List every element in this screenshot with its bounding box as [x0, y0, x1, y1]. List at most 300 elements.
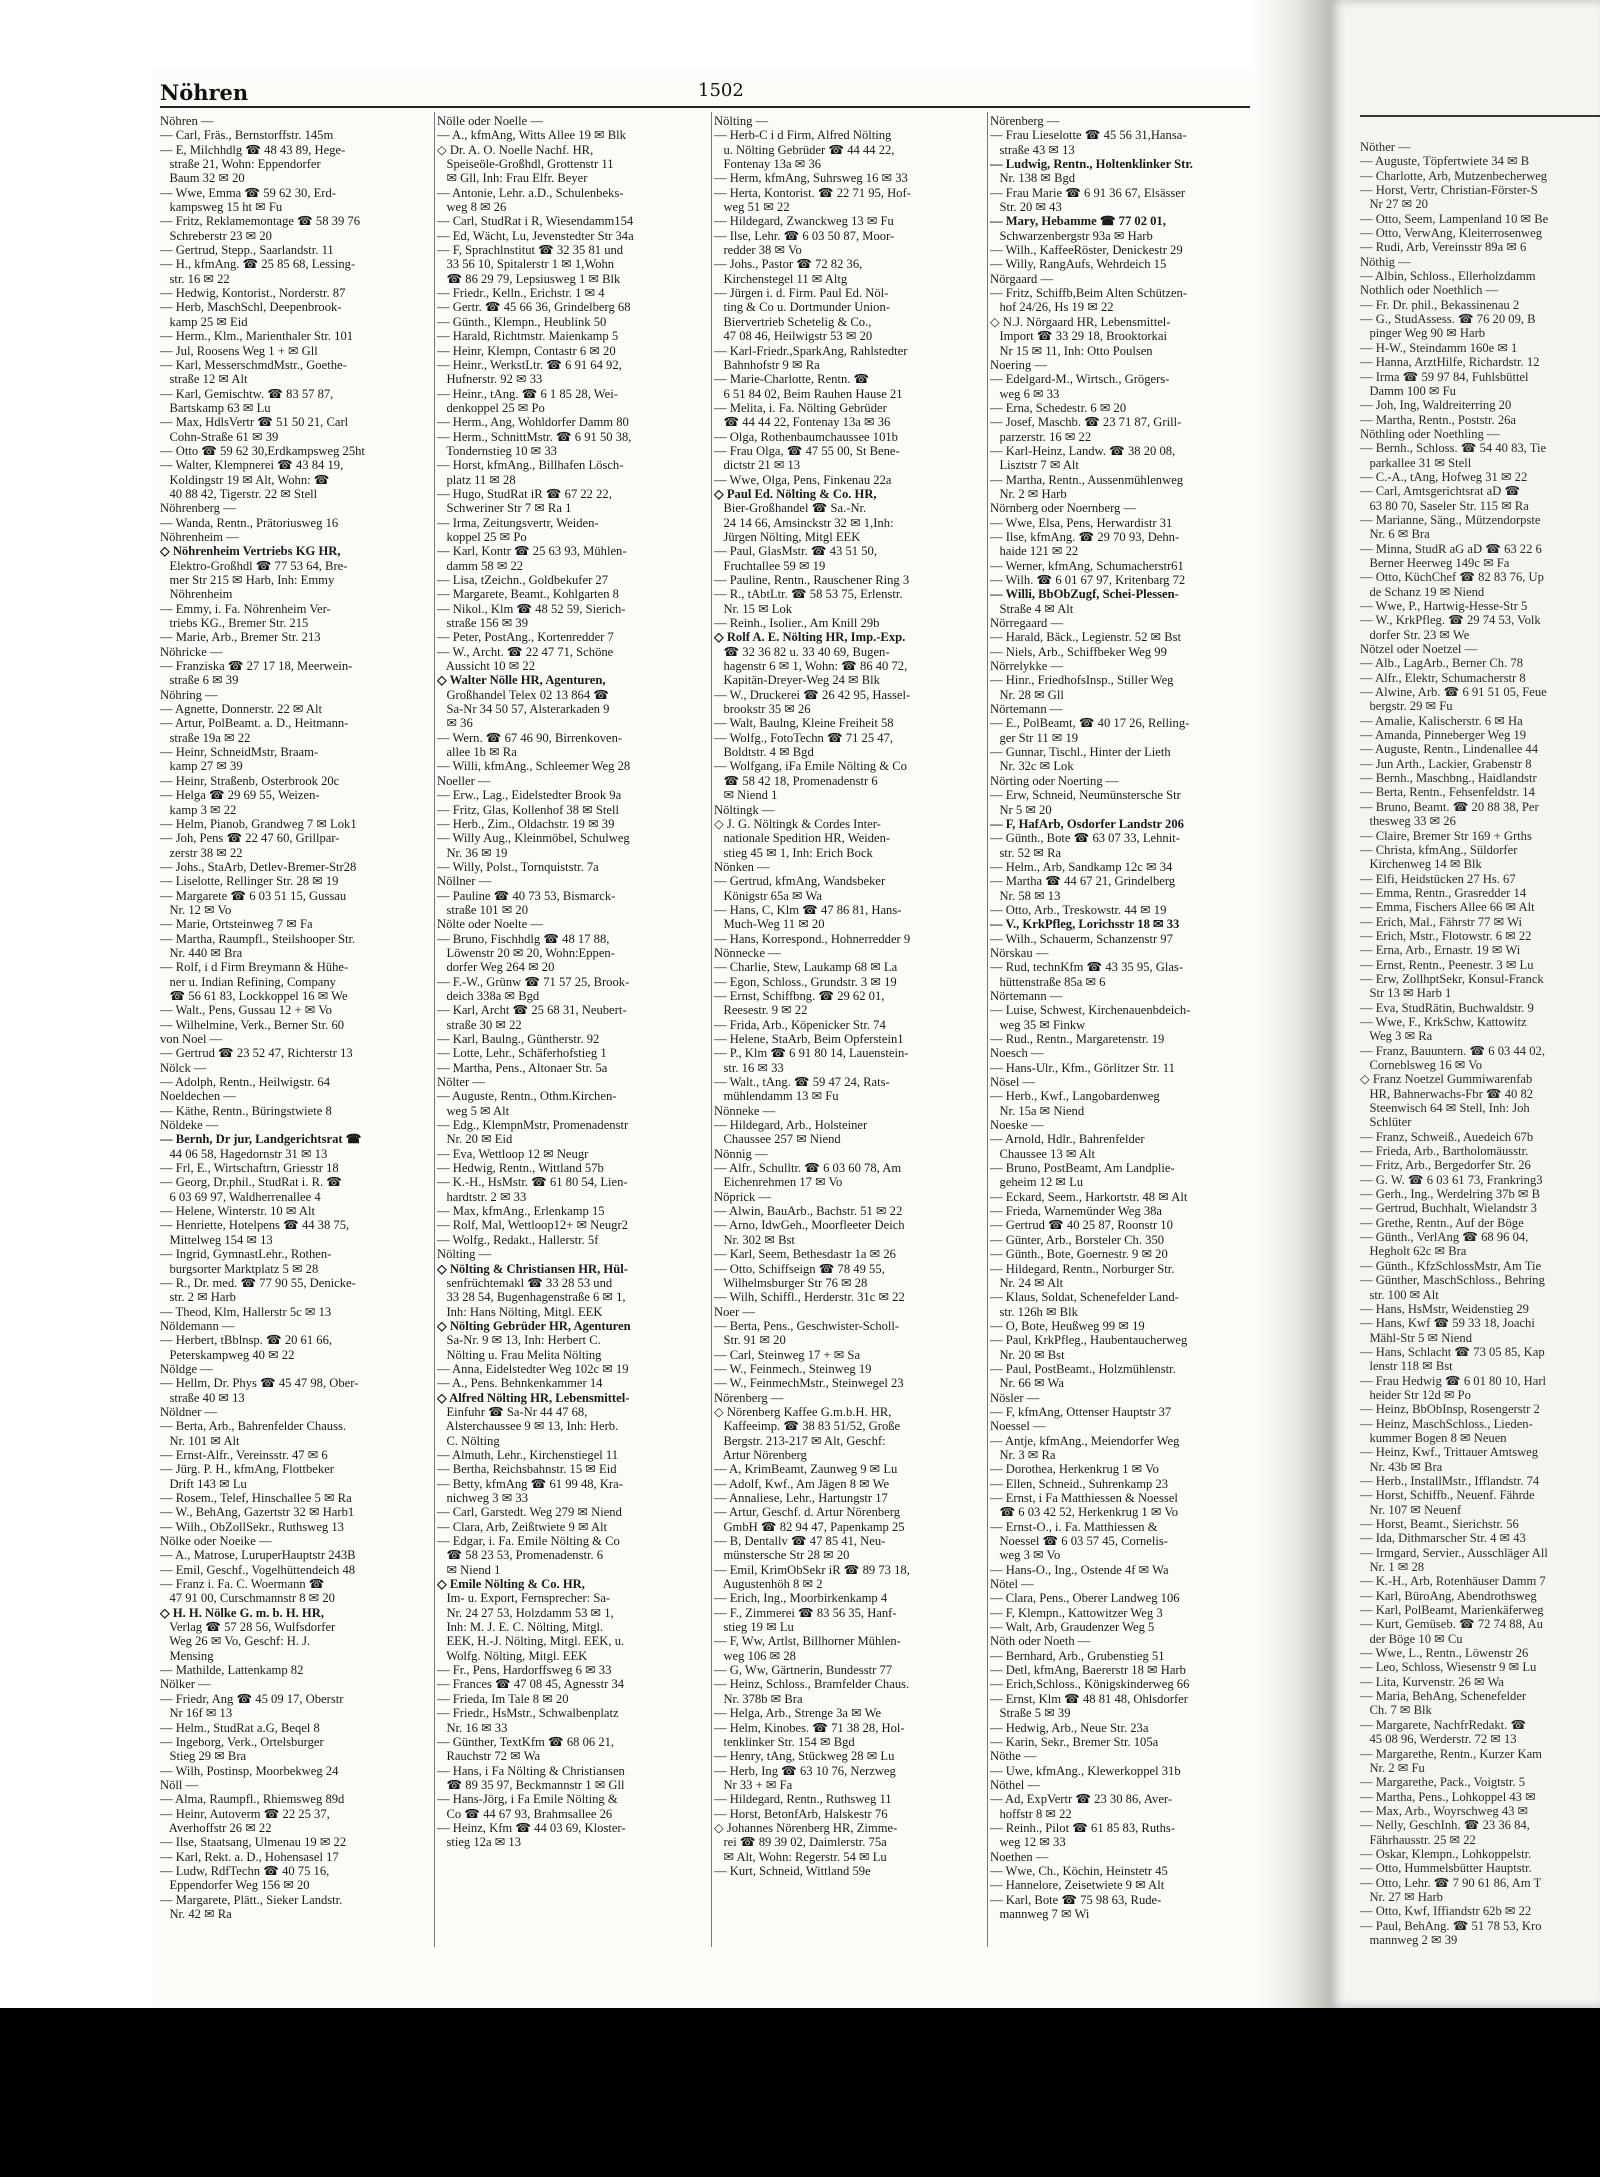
column-4: [990, 114, 1264, 1921]
directory-entry: — Hanna, ArztHilfe, Richardstr. 12: [1360, 355, 1540, 370]
directory-entry: — Carl, Fräs., Bernstorffstr. 145m: [160, 128, 334, 143]
directory-entry: — V., KrkPfleg, Lorichsstr 18 ✉ 33: [990, 917, 1180, 932]
directory-entry: — Ed, Wächt, Lu, Jevenstedter Str 34a: [437, 228, 634, 243]
directory-entry: Nöthig —: [1360, 254, 1411, 269]
directory-entry: hüttenstraße 85a ✉ 6: [990, 974, 1106, 989]
directory-entry: u. Nölting Gebrüder ☎ 44 44 22,: [714, 142, 895, 157]
directory-entry: Nöhren —: [160, 114, 214, 128]
directory-entry: Noesch —: [990, 1046, 1044, 1061]
directory-entry: — Uwe, kfmAng., Klewerkoppel 31b: [990, 1763, 1181, 1778]
directory-entry: Nölle oder Noelle —: [437, 114, 543, 128]
directory-entry: ☎ 58 42 18, Promenadenstr 6: [714, 773, 878, 788]
directory-entry: — Heinr., WerkstLtr. ☎ 6 91 64 92,: [437, 357, 622, 372]
directory-entry: — Hans, i Fa Nölting & Christiansen: [437, 1763, 625, 1778]
directory-entry: — Heinr, SchneidMstr, Braam-: [160, 745, 319, 760]
directory-entry: — Gertrud ☎ 23 52 47, Richterstr 13: [160, 1046, 353, 1061]
directory-entry: — Ludw, RdfTechn ☎ 40 75 16,: [160, 1863, 330, 1878]
directory-entry: — Heinr, Klempn, Contastr 6 ✉ 20: [437, 343, 616, 358]
directory-entry: ◇ Nölting & Christiansen HR, Hül-: [437, 1261, 628, 1276]
directory-entry: — Alfr., Schulltr. ☎ 6 03 60 78, Am: [714, 1161, 902, 1176]
directory-entry: — Lotte, Lehr., Schäferhofstieg 1: [437, 1046, 607, 1061]
directory-entry: — Hugo, StudRat iR ☎ 67 22 22,: [437, 486, 612, 501]
directory-entry: Nöll —: [160, 1777, 199, 1792]
directory-entry: — G., StudAssess. ☎ 76 20 09, B: [1360, 312, 1536, 327]
directory-entry: — Carl, Steinweg 17 + ✉ Sa: [714, 1347, 861, 1362]
directory-entry: — Karl, Gemischtw. ☎ 83 57 87,: [160, 386, 334, 401]
directory-entry: — Emil, KrimObSekr iR ☎ 89 73 18,: [714, 1562, 910, 1577]
directory-entry: Nr. 15 ✉ Lok: [714, 601, 793, 616]
directory-entry: — Helga ☎ 29 69 55, Weizen-: [160, 788, 320, 803]
directory-entry: Nölck —: [160, 1060, 207, 1075]
directory-entry: Elektro-Großhdl ☎ 77 53 64, Bre-: [160, 558, 348, 573]
directory-entry: — Kurt, Gemüseb. ☎ 72 74 88, Au: [1360, 1617, 1543, 1632]
directory-entry: hagenstr 6 ✉ 1, Wohn: ☎ 86 40 72,: [714, 659, 908, 674]
directory-entry: 33 28 54, Bugenhagenstraße 6 ✉ 1,: [437, 1290, 626, 1305]
directory-entry: Steenwisch 64 ✉ Stell, Inh: Joh: [1360, 1101, 1530, 1116]
directory-entry: Nr. 302 ✉ Bst: [714, 1232, 795, 1247]
directory-entry: — Emma, Fischers Allee 66 ✉ Alt: [1360, 900, 1535, 915]
directory-entry: — Walt, Baulng, Kleine Freiheit 58: [714, 716, 894, 731]
directory-entry: ☎ 86 29 79, Lepsiusweg 1 ✉ Blk: [437, 271, 621, 286]
directory-entry: stieg 45 ✉ 1, Inh: Erich Bock: [714, 845, 873, 860]
directory-entry: ger Str 11 ✉ 19: [990, 730, 1079, 745]
directory-entry: str. 52 ✉ Ra: [990, 845, 1062, 860]
directory-entry: — Otto, Arb., Treskowstr. 44 ✉ 19: [990, 902, 1167, 917]
directory-entry: — Karl, Rekt. a. D., Hohensasel 17: [160, 1849, 339, 1864]
directory-entry: — Kurt, Schneid, Wittland 59e: [714, 1863, 871, 1878]
directory-entry: — Margarethe, Rentn., Kurzer Kam: [1360, 1746, 1542, 1761]
directory-entry: — Margarete, Plätt., Sieker Landstr.: [160, 1892, 343, 1907]
directory-entry: — Wwe, F., KrkSchw, Kattowitz: [1360, 1014, 1527, 1029]
directory-entry: — Jul, Roosens Weg 1 + ✉ Gll: [160, 343, 318, 358]
directory-entry: — Ad, ExpVertr ☎ 23 30 86, Aver-: [990, 1792, 1173, 1807]
directory-entry: Großhandel Telex 02 13 864 ☎: [437, 687, 609, 702]
directory-entry: ◇ Johannes Nörenberg HR, Zimme-: [714, 1820, 898, 1835]
directory-entry: — Harald, Bäck., Legienstr. 52 ✉ Bst: [990, 630, 1182, 645]
directory-entry: — Heinz, MaschSchloss., Lieden-: [1360, 1416, 1533, 1431]
directory-entry: Noeller —: [437, 773, 491, 788]
directory-entry: — Lisa, tZeichn., Goldbekufer 27: [437, 573, 609, 587]
directory-entry: Fontenay 13a ✉ 36: [714, 157, 822, 172]
directory-entry: — G. W. ☎ 6 03 61 73, Frankring3: [1360, 1172, 1543, 1187]
directory-entry: — Otto, Hummelsbütter Hauptstr.: [1360, 1861, 1532, 1876]
directory-entry: Nr. 138 ✉ Bgd: [990, 171, 1076, 186]
directory-entry: — Auguste, Rentn., Othm.Kirchen-: [437, 1089, 617, 1104]
directory-entry: — Karl, MesserschmdMstr., Goethe-: [160, 357, 347, 372]
directory-entry: — Eva, StudRätin, Buchwaldstr. 9: [1360, 1000, 1534, 1015]
directory-entry: dictstr 21 ✉ 13: [714, 458, 801, 473]
directory-entry: — Willy Aug., Kleinmöbel, Schulweg: [437, 831, 630, 846]
directory-entry: — W., KrkPfleg. ☎ 29 74 53, Volk: [1360, 613, 1541, 628]
directory-entry: — Artur, PolBeamt. a. D., Heitmann-: [160, 716, 349, 731]
directory-entry: weg 12 ✉ 33: [990, 1835, 1066, 1850]
directory-entry: nichweg 3 ✉ 33: [437, 1491, 528, 1505]
directory-entry: Nr 16f ✉ 13: [160, 1706, 233, 1721]
directory-entry: — Frl, E., Wirtschaftrn, Griesstr 18: [160, 1161, 339, 1176]
directory-entry: — Jun Arth., Lackier, Grabenstr 8: [1360, 756, 1532, 771]
directory-entry: Schweriner Str 7 ✉ Ra 1: [437, 501, 572, 516]
directory-entry: Nönneke —: [714, 1103, 776, 1118]
directory-entry: Drift 143 ✉ Lu: [160, 1476, 247, 1491]
directory-entry: Nölke oder Noeike —: [160, 1534, 272, 1549]
directory-entry: Nr. 66 ✉ Wa: [990, 1376, 1065, 1391]
directory-entry: Nr. 36 ✉ 19: [437, 845, 508, 860]
directory-entry: — Horst, Beamt., Sierichstr. 56: [1360, 1517, 1519, 1531]
directory-entry: Chaussee 257 ✉ Niend: [714, 1132, 841, 1147]
directory-entry: — Herm, kfmAng, Suhrsweg 16 ✉ 33: [714, 171, 908, 186]
directory-entry: Rauchstr 72 ✉ Wa: [437, 1749, 541, 1764]
directory-entry: — Wwe, Elsa, Pens, Herwardistr 31: [990, 515, 1173, 530]
directory-entry: Noering —: [990, 357, 1048, 372]
directory-entry: — Anna, Eidelstedter Weg 102c ✉ 19: [437, 1361, 629, 1376]
directory-entry: — Otto ☎ 59 62 30,Erdkampsweg 25ht: [160, 443, 365, 458]
directory-entry: — Liselotte, Rellinger Str. 28 ✉ 19: [160, 874, 339, 889]
directory-entry: — Max, HdlsVertr ☎ 51 50 21, Carl: [160, 415, 349, 430]
directory-entry: — E, Milchhdlg ☎ 48 43 89, Hege-: [160, 142, 346, 157]
directory-entry: ◇ Rolf A. E. Nölting HR, Imp.-Exp.: [714, 630, 906, 645]
directory-entry: Nr. 2 ✉ Harb: [990, 486, 1067, 501]
directory-entry: Lisztstr 7 ✉ Alt: [990, 458, 1079, 473]
directory-entry: Löwenstr 20 ✉ 20, Wohn:Eppen-: [437, 945, 615, 960]
directory-entry: — Charlotte, Arb, Mutzenbecherweg: [1360, 168, 1548, 183]
directory-entry: — Ernst-Alfr., Vereinsstr. 47 ✉ 6: [160, 1447, 328, 1462]
directory-entry: — Carl, Amtsgerichtsrat aD ☎: [1360, 484, 1521, 499]
directory-entry: — Henry, tAng, Stückweg 28 ✉ Lu: [714, 1749, 895, 1764]
directory-entry: — Joh, Ing, Waldreiterring 20: [1360, 398, 1512, 413]
directory-entry: — Hedwig, Arb., Neue Str. 23a: [990, 1720, 1149, 1735]
directory-entry: hardtstr. 2 ✉ 33: [437, 1189, 527, 1204]
directory-entry: — Martha, Pens., Altonaer Str. 5a: [437, 1060, 608, 1075]
directory-entry: — Martha, Rentn., Aussenmühlenweg: [990, 472, 1184, 487]
directory-entry: 6 51 84 02, Beim Rauhen Hause 21: [714, 386, 903, 401]
directory-entry: — Willy, Polst., Tornquiststr. 7a: [437, 859, 599, 874]
directory-entry: Kirchenweg 14 ✉ Blk: [1360, 857, 1482, 872]
directory-entry: — Wolfgang, iFa Emile Nölting & Co: [714, 759, 907, 774]
directory-entry: Nr 27 ✉ 20: [1360, 197, 1428, 212]
directory-entry: ☎ 58 23 53, Promenadenstr. 6: [437, 1548, 604, 1563]
directory-entry: weg 6 ✉ 33: [990, 386, 1060, 401]
directory-entry: — Rolf, i d Firm Breymann & Hühe-: [160, 960, 349, 975]
directory-entry: Reesestr. 9 ✉ 22: [714, 1003, 808, 1018]
directory-entry: — Niels, Arb., Schiffbeker Weg 99: [990, 644, 1167, 659]
directory-entry: lenstr 118 ✉ Bst: [1360, 1359, 1453, 1374]
directory-entry: kamp 25 ✉ Eid: [160, 314, 248, 329]
directory-entry: Nr. 1 ✉ 28: [1360, 1560, 1425, 1575]
directory-entry: — Heinr., tAng. ☎ 6 1 85 28, Wei-: [437, 386, 618, 401]
directory-entry: — Helm, Pianob, Grandweg 7 ✉ Lok1: [160, 816, 357, 831]
directory-entry: Nöthel —: [990, 1777, 1041, 1792]
directory-entry: de Schanz 19 ✉ Niend: [1360, 584, 1485, 599]
directory-entry: — Peter, PostAng., Kortenredder 7: [437, 630, 614, 645]
directory-entry: Corneblsweg 16 ✉ Vo: [1360, 1058, 1483, 1072]
directory-entry: Str. 20 ✉ 43: [990, 200, 1062, 215]
directory-entry: Speiseöle-Großhdl, Grottenstr 11: [437, 157, 614, 172]
directory-entry: — Herb., Zim., Oldachstr. 19 ✉ 39: [437, 816, 615, 831]
directory-entry: Str. 91 ✉ 20: [714, 1333, 786, 1348]
directory-entry: — Herm., SchnittMstr. ☎ 6 91 50 38,: [437, 429, 632, 444]
directory-entry: Bahnhofstr 9 ✉ Ra: [714, 357, 820, 372]
directory-entry: Nöhrenheim: [160, 587, 233, 602]
directory-entry: — Franz, Schweiß., Auedeich 67b: [1360, 1129, 1534, 1144]
directory-entry: Nöthling oder Noethling —: [1360, 426, 1500, 441]
directory-entry: — Auguste, Rentn., Lindenallee 44: [1360, 742, 1539, 757]
directory-entry: — Hans, Schlacht ☎ 73 05 85, Kap: [1360, 1344, 1545, 1359]
directory-entry: — Ellen, Schneid., Suhrenkamp 23: [990, 1476, 1169, 1491]
column-divider: [987, 112, 988, 1947]
directory-entry: — Theod, Klm, Hallerstr 5c ✉ 13: [160, 1304, 332, 1319]
directory-entry: — Auguste, Töpfertwiete 34 ✉ B: [1360, 154, 1530, 169]
directory-entry: Nöllner —: [437, 874, 492, 889]
directory-entry: — Gerh., Ing., Werdelring 37b ✉ B: [1360, 1187, 1540, 1202]
directory-entry: — Rosem., Telef, Hinschallee 5 ✉ Ra: [160, 1491, 352, 1505]
directory-entry: — Frances ☎ 47 08 45, Agnesstr 34: [437, 1677, 625, 1692]
directory-entry: — Horst, kfmAng., Billhafen Lösch-: [437, 458, 624, 473]
directory-entry: — Herb., Kwf., Langobardenweg: [990, 1089, 1160, 1104]
directory-entry: — Martha ☎ 44 67 21, Grindelberg: [990, 874, 1176, 889]
directory-entry: Nr. 27 ✉ Harb: [1360, 1889, 1443, 1904]
directory-entry: — Fr. Dr. phil., Bekassinenau 2: [1360, 297, 1520, 312]
directory-entry: — Melita, i. Fa. Nölting Gebrüder: [714, 400, 887, 415]
directory-entry: — Pauline, Rentn., Rauschener Ring 3: [714, 573, 910, 587]
directory-entry: ◇ Walter Nölle HR, Agenturen,: [437, 673, 606, 688]
directory-entry: — Josef, Maschb. ☎ 23 71 87, Grill-: [990, 415, 1182, 430]
directory-entry: Sa-Nr. 9 ✉ 13, Inh: Herbert C.: [437, 1333, 601, 1348]
directory-entry: — Adolph, Rentn., Heilwigstr. 64: [160, 1075, 331, 1090]
directory-entry: — Rud., Rentn., Margaretenstr. 19: [990, 1032, 1165, 1046]
directory-entry: — Otto, VerwAng, Kleiterrosenweg: [1360, 226, 1542, 241]
directory-entry: Nöhrenberg —: [160, 501, 236, 516]
directory-entry: Schwarzenbergstr 93a ✉ Harb: [990, 228, 1153, 243]
directory-entry: — Hans-Jörg, i Fa Emile Nölting &: [437, 1792, 618, 1807]
directory-entry: Weg 26 ✉ Vo, Geschf: H. J.: [160, 1634, 311, 1649]
directory-entry: — Martha, Rentn., Poststr. 26a: [1360, 412, 1517, 427]
directory-entry: — A., Matrose, LuruperHauptstr 243B: [160, 1548, 356, 1563]
directory-entry: — Arnold, Hdlr., Bahrenfelder: [990, 1132, 1145, 1147]
directory-entry: — Wwe, P., Hartwig-Hesse-Str 5: [1360, 599, 1528, 613]
directory-entry: — Margarete, Beamt., Kohlgarten 8: [437, 587, 619, 602]
directory-entry: — Hedwig, Kontorist., Norderstr. 87: [160, 286, 346, 301]
directory-entry: — Hans, Korrespond., Hohnerredder 9: [714, 931, 911, 946]
directory-entry: Nöhring —: [160, 687, 218, 702]
directory-entry: ✉ Gll, Inh: Frau Elfr. Beyer: [437, 171, 588, 186]
directory-entry: Nörregaard —: [990, 616, 1064, 631]
directory-entry: — Reinh., Pilot ☎ 61 85 83, Ruths-: [990, 1820, 1176, 1835]
directory-entry: — Marianne, Säng., Mützendorpste: [1360, 512, 1541, 527]
directory-entry: — W., Feinmech., Steinweg 19: [714, 1361, 872, 1376]
directory-entry: Nr. 58 ✉ 13: [990, 888, 1061, 903]
directory-entry: — Otto, Lehr. ☎ 7 90 61 86, Am T: [1360, 1875, 1542, 1890]
directory-entry: — Johs., StaArb, Detlev-Bremer-Str28: [160, 859, 357, 874]
directory-entry: — Werner, kfmAng, Schumacherstr61: [990, 558, 1184, 573]
directory-entry: weg 106 ✉ 28: [714, 1648, 796, 1663]
directory-entry: — Herb, MaschSchl, Deepenbrook-: [160, 300, 342, 315]
directory-entry: Nöltingk —: [714, 802, 775, 817]
directory-entry: — Albin, Schloss., Ellerholzdamm: [1360, 269, 1536, 284]
scan-background-bottom: [0, 2008, 1600, 2177]
directory-entry: — Arno, IdwGeh., Moorfleeter Deich: [714, 1218, 905, 1233]
directory-entry: — K.-H., Arb, Rotenhäuser Damm 7: [1360, 1574, 1546, 1589]
directory-entry: — Berta, Pens., Geschwister-Scholl-: [714, 1318, 900, 1333]
directory-entry: ✉ Niend 1: [437, 1562, 501, 1577]
directory-entry: kampsweg 15 ht ✉ Fu: [160, 200, 283, 215]
directory-entry: — Rolf, Mal, Wettloop12+ ✉ Neugr2: [437, 1218, 628, 1233]
directory-entry: weg 8 ✉ 26: [437, 200, 507, 215]
directory-entry: — R., tAbtLtr. ☎ 58 53 75, Erlenstr.: [714, 587, 903, 602]
directory-entry: Much-Weg 11 ✉ 20: [714, 917, 825, 932]
directory-entry: — Erna, Arb., Ernastr. 19 ✉ Wi: [1360, 943, 1521, 958]
directory-entry: — Detl, kfmAng, Baererstr 18 ✉ Harb: [990, 1663, 1186, 1678]
directory-entry: — Carl, Garstedt. Weg 279 ✉ Niend: [437, 1505, 622, 1520]
directory-entry: zerstr 38 ✉ 22: [160, 845, 243, 860]
directory-entry: Nr. 20 ✉ Eid: [437, 1132, 513, 1147]
directory-entry: Sa-Nr 34 50 57, Alsterarkaden 9: [437, 702, 610, 717]
directory-entry: Nöther —: [1360, 140, 1411, 154]
directory-entry: Schlüter: [1360, 1115, 1412, 1130]
directory-entry: straße 12 ✉ Alt: [160, 372, 248, 387]
directory-entry: ◇ Nöhrenheim Vertriebs KG HR,: [160, 544, 341, 559]
directory-entry: — Bernh., Maschbng., Haidlandstr: [1360, 771, 1537, 786]
directory-entry: Nösler —: [990, 1390, 1040, 1405]
directory-entry: — Wilh, Schiffl., Herderstr. 31c ✉ 22: [714, 1290, 905, 1305]
directory-entry: Nölting u. Frau Melita Nölting: [437, 1347, 602, 1362]
directory-entry: — Wwe, Emma ☎ 59 62 30, Erd-: [160, 185, 336, 200]
directory-entry: — Klaus, Soldat, Schenefelder Land-: [990, 1290, 1179, 1305]
directory-entry: — Jürg. P. H., kfmAng, Flottbeker: [160, 1462, 334, 1477]
directory-entry: — G, Ww, Gärtnerin, Bundesstr 77: [714, 1663, 893, 1678]
directory-entry: — Wwe, Olga, Pens, Finkenau 22a: [714, 472, 892, 487]
directory-entry: Nölker —: [160, 1677, 211, 1692]
directory-entry: Alsterchaussee 9 ✉ 13, Inh: Herb.: [437, 1419, 619, 1434]
column-divider: [434, 112, 435, 1947]
directory-entry: senfrüchtemakl ☎ 33 28 53 und: [437, 1275, 613, 1290]
directory-entry: — Artur, Geschf. d. Artur Nörenberg: [714, 1505, 901, 1520]
directory-entry: — F, Sprachlnstitut ☎ 32 35 81 und: [437, 243, 624, 258]
directory-entry: Nr. 42 ✉ Ra: [160, 1906, 232, 1921]
directory-entry: weg 35 ✉ Finkw: [990, 1017, 1086, 1032]
directory-entry: Nr. 101 ✉ Alt: [160, 1433, 240, 1448]
directory-entry: — Ida, Dithmarscher Str. 4 ✉ 43: [1360, 1531, 1526, 1546]
directory-entry: — Antonie, Lehr. a.D., Schulenbeks-: [437, 185, 624, 200]
directory-entry: Nr. 2 ✉ Fu: [1360, 1760, 1425, 1775]
directory-entry: Chaussee 13 ✉ Alt: [990, 1146, 1095, 1161]
directory-entry: — Hans, C, Klm ☎ 47 86 81, Hans-: [714, 902, 902, 917]
directory-entry: — F.-W., Grünw ☎ 71 57 25, Brook-: [437, 974, 630, 989]
directory-entry: — Claire, Bremer Str 169 + Grths: [1360, 828, 1532, 843]
directory-entry: Nr 33 + ✉ Fa: [714, 1777, 793, 1792]
directory-entry: Weg 3 ✉ Ra: [1360, 1029, 1433, 1044]
directory-entry: Nr. 16 ✉ 33: [437, 1720, 508, 1735]
directory-entry: kamp 27 ✉ 39: [160, 759, 243, 774]
directory-entry: straße 156 ✉ 39: [437, 616, 528, 631]
directory-entry: Boldtstr. 4 ✉ Bgd: [714, 745, 814, 760]
directory-entry: 33 56 10, Spitalerstr 1 ✉ 1,Wohn: [437, 257, 615, 272]
directory-entry: ☎ 89 35 97, Beckmannstr 1 ✉ Gll: [437, 1777, 625, 1792]
directory-entry: Inh: Hans Nölting, Mitgl. EEK: [437, 1304, 603, 1319]
directory-entry: dorfer Str. 23 ✉ We: [1360, 627, 1470, 642]
directory-entry: — F, Ww, Artlst, Billhorner Mühlen-: [714, 1634, 901, 1649]
column-3: [714, 114, 988, 1878]
directory-entry: — Frau Olga, ☎ 47 55 00, St Bene-: [714, 443, 900, 458]
directory-entry: weg 5 ✉ Alt: [437, 1103, 510, 1118]
directory-entry: Schreberstr 23 ✉ 20: [160, 228, 272, 243]
directory-entry: — Hildegard, Rentn., Ruthsweg 11: [714, 1792, 892, 1807]
directory-entry: Nölter —: [437, 1075, 485, 1090]
directory-entry: — Helm., Arb, Sandkamp 12c ✉ 34: [990, 859, 1173, 874]
directory-entry: — Erw, ZollhptSekr, Konsul-Franck: [1360, 971, 1544, 986]
directory-entry: Kaffeeimp. ☎ 38 83 51/52, Große: [714, 1419, 901, 1434]
directory-entry: Baum 32 ✉ 20: [160, 171, 245, 186]
page-number: 1502: [698, 80, 744, 101]
directory-entry: — Alfr., Elektr, Schumacherstr 8: [1360, 670, 1526, 685]
directory-entry: — Wolfg., Redakt., Hallerstr. 5f: [437, 1232, 599, 1247]
head-rule: [160, 106, 1250, 108]
directory-entry: Nörenberg —: [990, 114, 1060, 128]
directory-entry: ☎ 56 61 83, Lockkoppel 16 ✉ We: [160, 988, 348, 1003]
directory-entry: — Bernh., Schloss. ☎ 54 40 83, Tie: [1360, 441, 1547, 456]
directory-entry: — Heinz, BbObInsp, Rosengerstr 2: [1360, 1402, 1540, 1417]
directory-entry: — Henriette, Hotelpens ☎ 44 38 75,: [160, 1218, 350, 1233]
directory-entry: ◇ Emile Nölting & Co. HR,: [437, 1577, 585, 1592]
directory-entry: Nölting —: [714, 114, 769, 128]
directory-entry: — Bruno, PostBeamt, Am Landplie-: [990, 1161, 1175, 1176]
directory-entry: Ch. 7 ✉ Blk: [1360, 1703, 1432, 1718]
directory-entry: — Horst, BetonfArb, Halskestr 76: [714, 1806, 888, 1821]
directory-entry: — Oskar, Klempn., Lohkoppelstr.: [1360, 1846, 1532, 1861]
directory-entry: — W., BehAng, Gazertstr 32 ✉ Harb1: [160, 1505, 355, 1520]
column-divider: [711, 112, 712, 1947]
directory-entry: — Gertrud, Buchhalt, Wielandstr 3: [1360, 1201, 1537, 1216]
directory-entry: — Günter, Arb., Borsteler Ch. 350: [990, 1232, 1165, 1247]
directory-entry: — Paul, PostBeamt., Holzmühlenstr.: [990, 1361, 1176, 1376]
directory-entry: tenklinker Str. 154 ✉ Bgd: [714, 1734, 855, 1749]
directory-entry: — Marie, Arb., Bremer Str. 213: [160, 630, 321, 645]
directory-entry: Nr. 24 27 53, Holzdamm 53 ✉ 1,: [437, 1605, 614, 1620]
directory-entry: — Ingeborg, Verk., Ortelsburger: [160, 1734, 324, 1749]
directory-entry: haide 121 ✉ 22: [990, 544, 1079, 559]
directory-entry: Wilhelmsburger Str 76 ✉ 28: [714, 1275, 868, 1290]
directory-entry: hof 24/26, Hs 19 ✉ 22: [990, 300, 1114, 315]
directory-entry: — Johs., Pastor ☎ 72 82 36,: [714, 257, 863, 272]
directory-entry: von Noel —: [160, 1032, 223, 1046]
directory-entry: burgsorter Marktplatz 5 ✉ 28: [160, 1261, 319, 1276]
directory-entry: — Leo, Schloss, Wiesenstr 9 ✉ Lu: [1360, 1660, 1537, 1675]
directory-entry: — Karl, Kontr ☎ 25 63 93, Mühlen-: [437, 544, 627, 559]
directory-entry: — Wilh, Postinsp, Moorbekweg 24: [160, 1763, 339, 1778]
directory-entry: — O, Bote, Heußweg 99 ✉ 19: [990, 1318, 1145, 1333]
directory-entry: — Karl, PolBeamt, Marienkäferweg: [1360, 1603, 1544, 1618]
directory-entry: Nothlich oder Noethlich —: [1360, 283, 1499, 298]
directory-entry: Nöhricke —: [160, 644, 223, 659]
directory-entry: — Maria, BehAng, Schenefelder: [1360, 1689, 1527, 1704]
directory-entry: kamp 3 ✉ 22: [160, 802, 237, 817]
right-page-column: [1360, 140, 1600, 1947]
directory-entry: — Horst, Vertr, Christian-Förster-S: [1360, 183, 1538, 198]
directory-entry: Damm 100 ✉ Fu: [1360, 383, 1456, 398]
directory-entry: — Irmgard, Servier., Ausschläger All: [1360, 1545, 1548, 1560]
directory-entry: — P., Klm ☎ 6 91 80 14, Lauenstein-: [714, 1046, 909, 1061]
directory-entry: — Harald, Richtmstr. Maienkamp 5: [437, 329, 619, 344]
directory-entry: ◇ Alfred Nölting HR, Lebensmittel-: [437, 1390, 630, 1405]
directory-entry: Nöprick —: [714, 1189, 772, 1204]
directory-entry: der Böge 10 ✉ Cu: [1360, 1631, 1463, 1646]
directory-entry: Eppendorfer Weg 156 ✉ 20: [160, 1878, 310, 1893]
directory-entry: — Antje, kfmAng., Meiendorfer Weg: [990, 1433, 1180, 1448]
directory-entry: — Helene, Winterstr. 10 ✉ Alt: [160, 1204, 315, 1219]
directory-entry: Aussicht 10 ✉ 22: [437, 659, 536, 674]
directory-entry: — Karin, Sekr., Bremer Str. 105a: [990, 1734, 1159, 1749]
directory-entry: — F, kfmAng, Ottenser Hauptstr 37: [990, 1404, 1172, 1419]
directory-entry: — Horst, Schiffb., Neuenf. Fährde: [1360, 1488, 1535, 1503]
